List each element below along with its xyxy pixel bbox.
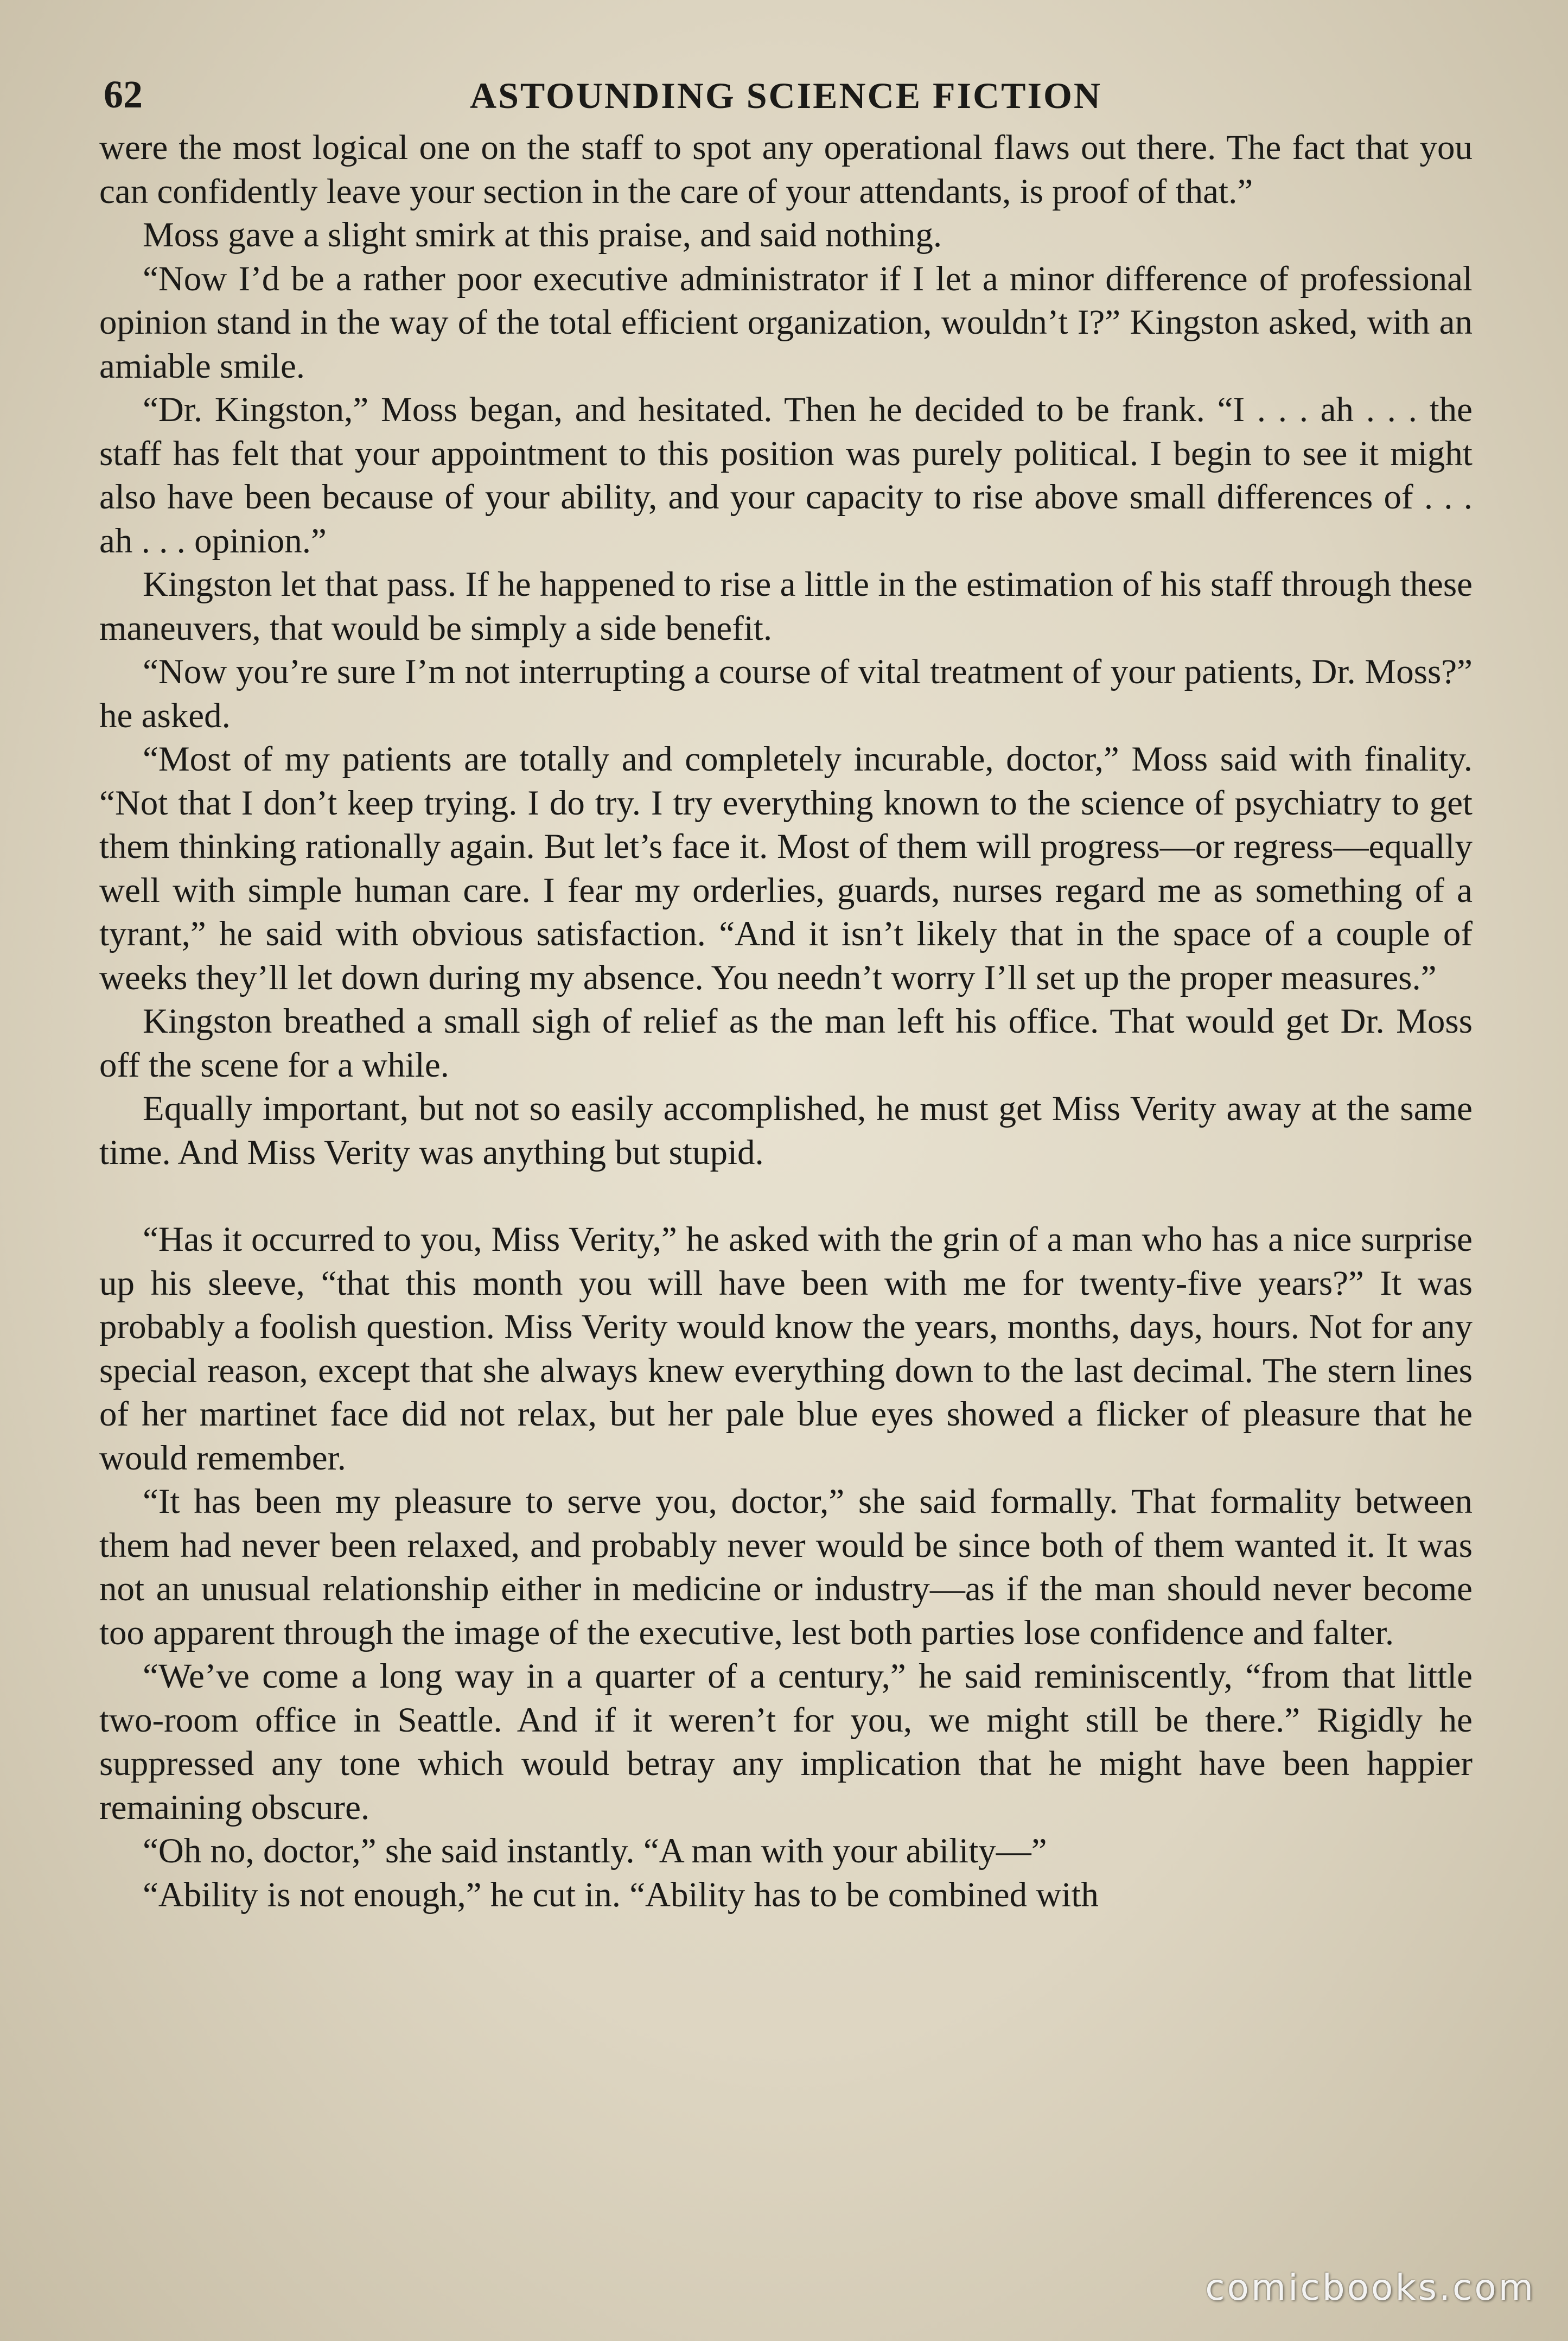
- paragraph: were the most logical one on the staff to spot any operational flaws out there. The fact that you can confidently leave your section in the care of your attendants, is proof of that.”: [99, 128, 1473, 211]
- section-break: [99, 1174, 1473, 1218]
- paragraph: “Ability is not enough,” he cut in. “Ability has to be combined with: [143, 1875, 1099, 1914]
- paragraph: “Now you’re sure I’m not interrupting a course of vital treatment of your patients, Dr. Moss?” he asked.: [99, 652, 1473, 735]
- paragraph: “We’ve come a long way in a quarter of a century,” he said reminiscently, “from that little two-room office in Seattle. And if it weren’t for you, we might still be there.” Rigidly he suppressed any tone which would betray any implication that he might have been happier remaining obscure.: [99, 1657, 1473, 1827]
- paragraph: Moss gave a slight smirk at this praise, and said nothing.: [143, 215, 942, 255]
- running-head: [99, 65, 1473, 125]
- paragraph: “Most of my patients are totally and completely incurable, doctor,” Moss said with finality. “Not that I don’t keep trying. I do try. I try everything known to the science of psychiatry to get them thinking rationally again. But let’s face it. Most of them will progress—or regress—equally well with simple human care. I fear my orderlies, guards, nurses regard me as something of a tyrant,” he said with obvious satisfaction. “And it isn’t likely that in the space of a couple of weeks they’ll let down during my absence. You needn’t worry I’ll set up the proper measures.”: [99, 740, 1473, 997]
- paragraph: Equally important, but not so easily accomplished, he must get Miss Verity away at the same time. And Miss Verity was anything but stupid.: [99, 1089, 1473, 1172]
- journal-title: ASTOUNDING SCIENCE FICTION: [470, 75, 1102, 116]
- paragraph: “It has been my pleasure to serve you, doctor,” she said formally. That formality between them had never been relaxed, and probably never would be since both of them wanted it. It was not an unusual relationship either in medicine or industry—as if the man should never become too apparent through the image of the executive, lest both parties lose confidence and falter.: [99, 1482, 1473, 1652]
- page-number: 62: [104, 73, 143, 116]
- paragraph: “Now I’d be a rather poor executive administrator if I let a minor difference of professional opinion stand in the way of the total efficient organization, wouldn’t I?” Kingston asked, with an amiable smile.: [99, 259, 1473, 386]
- watermark: comicbooks.com: [1205, 2267, 1535, 2308]
- paragraph: “Oh no, doctor,” she said instantly. “A man with your ability—”: [143, 1831, 1047, 1871]
- paragraph: “Has it occurred to you, Miss Verity,” he asked with the grin of a man who has a nice surprise up his sleeve, “that this month you will have been with me for twenty-five years?” It was probably a foolish question. Miss Verity would know the years, months, days, hours. Not for any special reason, except that she always knew everything down to the last decimal. The stern lines of her martinet face did not relax, but her pale blue eyes showed a flicker of pleasure that he would remember.: [99, 1220, 1473, 1478]
- paragraph: Kingston let that pass. If he happened to rise a little in the estimation of his staff through these maneuvers, that would be simply a side benefit.: [99, 565, 1473, 648]
- paragraph: “Dr. Kingston,” Moss began, and hesitated. Then he decided to be frank. “I . . . ah . . . the staff has felt that your appointment to this position was purely political. I begin to see it might also have been because of your ability, and your capacity to rise above small differences of . . . ah . . . opinion.”: [99, 390, 1473, 561]
- story-text: [99, 126, 1473, 1917]
- paragraph: Kingston breathed a small sigh of relief as the man left his office. That would get Dr. Moss off the scene for a while.: [99, 1002, 1473, 1085]
